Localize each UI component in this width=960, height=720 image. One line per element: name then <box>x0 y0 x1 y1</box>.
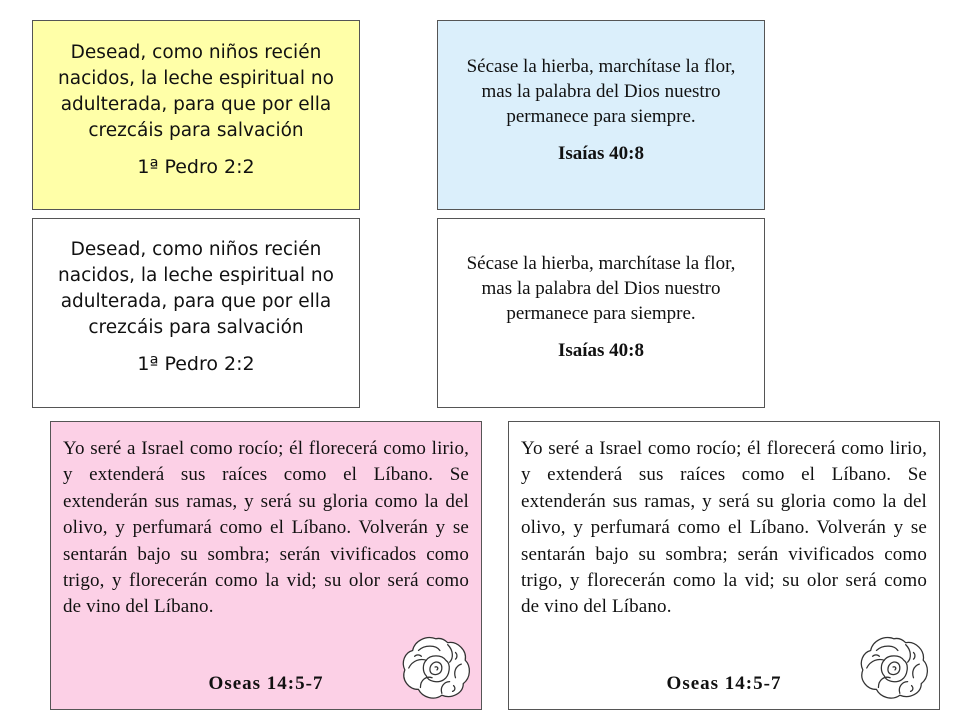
rose-icon <box>397 631 475 705</box>
verse-text: Desead, como niños recién nacidos, la leche espiritual no adulterada, para que por ella crezcáis para salvación <box>58 239 334 338</box>
verse-text: Yo seré a Israel como rocío; él florecerá como lirio, y extenderá sus raíces como el Líbano. Se extenderán sus ramas, y será su gloria como la del olivo, y perfumará como el Líbano. Volverán y se sentarán bajo su sombra; serán vivificados como trigo, y florecerán como la vid; su olor será como de vino del Líbano. <box>63 438 469 618</box>
verse-card-pedro-yellow <box>32 20 360 210</box>
verse-text: Yo seré a Israel como rocío; él florecerá como lirio, y extenderá sus raíces como el Líbano. Se extenderán sus ramas, y será su gloria como la del olivo, y perfumará como el Líbano. Volverán y se sentarán bajo su sombra; serán vivificados como trigo, y florecerán como la vid; su olor será como de vino del Líbano. <box>521 438 927 618</box>
verse-card-oseas-white <box>508 421 940 710</box>
rose-icon <box>855 631 933 705</box>
verse-text: Sécase la hierba, marchítase la flor, mas la palabra del Dios nuestro permanece para siempre. <box>466 252 736 324</box>
verse-reference: Oseas 14:5-7 <box>208 673 324 694</box>
verse-card-pedro-white <box>32 218 360 408</box>
verse-text: Desead, como niños recién nacidos, la leche espiritual no adulterada, para que por ella crezcáis para salvación <box>58 42 334 141</box>
verse-card-isaias-blue <box>437 20 765 210</box>
verse-text: Sécase la hierba, marchítase la flor, mas la palabra del Dios nuestro permanece para siempre. <box>466 55 736 127</box>
verse-reference: 1ª Pedro 2:2 <box>137 156 255 178</box>
verse-reference: Oseas 14:5-7 <box>666 673 782 694</box>
verse-card-oseas-pink <box>50 421 482 710</box>
verse-reference: Isaías 40:8 <box>557 142 645 164</box>
verse-card-isaias-white <box>437 218 765 408</box>
verse-reference: Isaías 40:8 <box>557 339 645 361</box>
verse-reference: 1ª Pedro 2:2 <box>137 353 255 375</box>
